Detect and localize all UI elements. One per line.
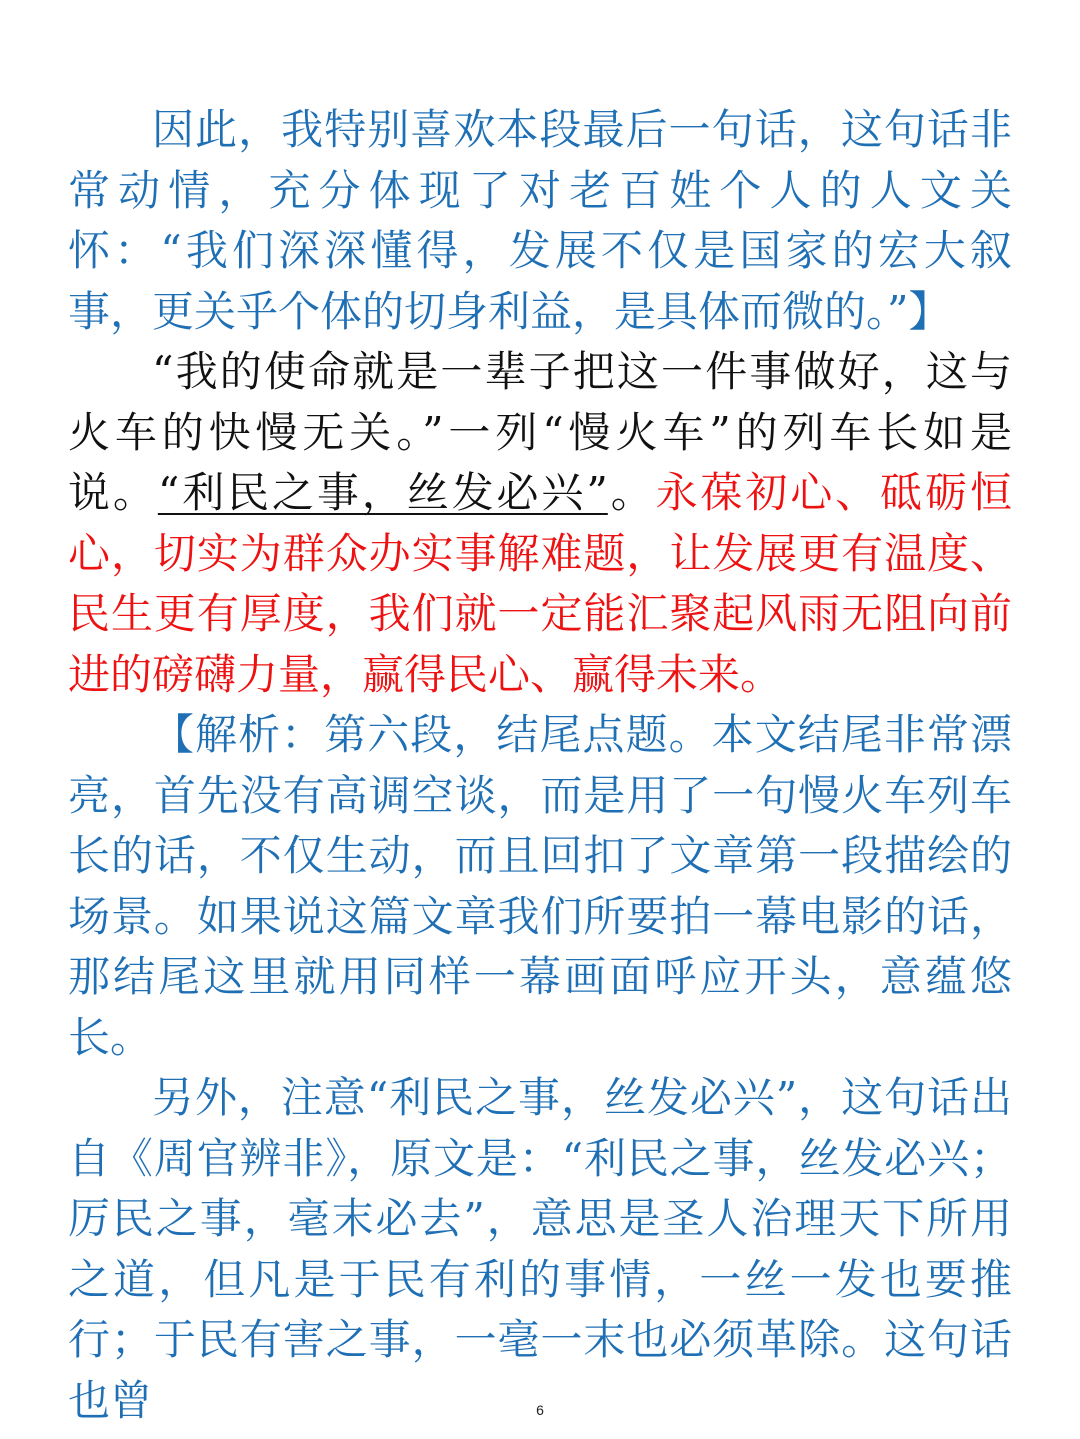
analysis-paragraph-3: 【解析：第六段，结尾点题。本文结尾非常漂亮，首先没有高调空谈，而是用了一句慢火车列车长的话，不仅生动，而且回扣了文章第一段描绘的场景。如果说这篇文章我们所要拍一幕电影的话，那结尾这里就用同样一幕画面呼应开头，意蕴悠长。 — [68, 710, 1012, 1062]
underlined-quote: “利民之事，丝发必兴” — [157, 468, 608, 517]
page-number: 6 — [536, 1402, 544, 1418]
article-intro-text: “我的使命就是一辈子把这一件事做好，这与火车的快慢无关。”一列“慢火车”的列车长如是说。 — [68, 347, 1012, 517]
sentence-stop: 。 — [607, 468, 656, 517]
article-paragraph-2 — [68, 342, 1012, 705]
emphasis-text: 永葆初心、砥砺恒心，切实为群众办实事解难题，让发展更有温度、民生更有厚度，我们就一定能汇聚起风雨无阻向前进的磅礴力量，赢得民心、赢得未来。 — [68, 468, 1012, 699]
commentary-paragraph-1: 因此，我特别喜欢本段最后一句话，这句话非常动情，充分体现了对老百姓个人的人文关怀：“我们深深懂得，发展不仅是国家的宏大叙事，更关乎个体的切身利益，是具体而微的。”】 — [68, 105, 1012, 336]
document-page — [68, 100, 1012, 1431]
analysis-paragraph-4: 另外，注意“利民之事，丝发必兴”，这句话出自《周官辨非》，原文是：“利民之事，丝发必兴；厉民之事，毫末必去”，意思是圣人治理天下所用之道，但凡是于民有利的事情，一丝一发也要推行；于民有害之事，一毫一末也必须革除。这句话也曾 — [68, 1073, 1012, 1425]
